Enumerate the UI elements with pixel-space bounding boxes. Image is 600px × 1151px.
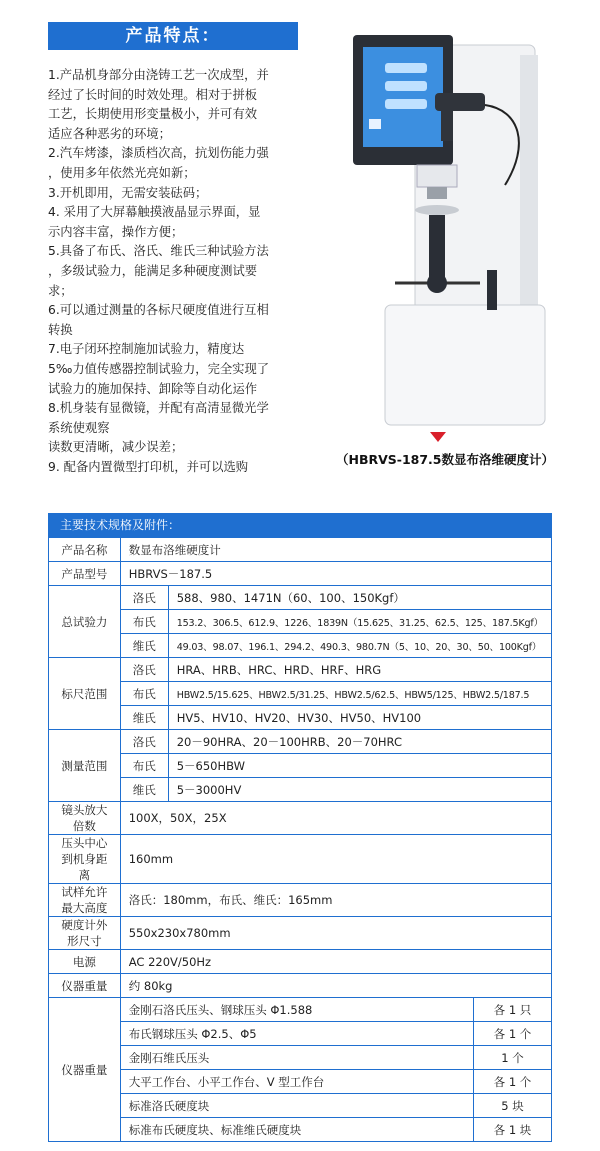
table-row	[49, 1022, 552, 1046]
row-sublabel: 布氏	[120, 754, 168, 778]
feature-line: 示内容丰富，操作方便；	[48, 224, 184, 239]
row-label: 仪器重量	[49, 974, 121, 998]
feature-line: 转换	[48, 322, 73, 337]
feature-line: 2.汽车烤漆，漆质档次高，抗划伤能力强	[48, 146, 269, 161]
row-sublabel: 维氏	[120, 634, 168, 658]
row-label: 电源	[49, 950, 121, 974]
arrow-down-icon	[430, 432, 446, 442]
feature-line: 1.产品机身部分由浇铸工艺一次成型，并	[48, 68, 269, 82]
spec-title: 主要技术规格及附件：	[48, 513, 552, 537]
row-value: HBW2.5/15.625、HBW2.5/31.25、HBW2.5/62.5、HBW5/125、HBW2.5/187.5	[168, 682, 551, 706]
table-row	[49, 658, 552, 682]
feature-line: 系统使观察	[48, 420, 110, 435]
table-row	[49, 802, 552, 835]
feature-line: ，使用多年依然光亮如新；	[48, 165, 196, 180]
table-row	[49, 835, 552, 884]
feature-line: 试验力的施加保持、卸除等自动化运作	[48, 381, 258, 396]
table-row	[49, 538, 552, 562]
product-caption: （HBRVS-187.5数显布洛维硬度计）	[335, 452, 555, 467]
table-row	[49, 950, 552, 974]
row-sublabel: 维氏	[120, 706, 168, 730]
accessory-qty: 各 1 块	[474, 1118, 552, 1142]
accessory-qty: 5 块	[474, 1094, 552, 1118]
row-sublabel: 布氏	[120, 610, 168, 634]
row-label: 测量范围	[49, 730, 121, 802]
accessory-name: 金刚石洛氏压头、钢球压头 Φ1.588	[120, 998, 473, 1022]
accessory-qty: 1 个	[474, 1046, 552, 1070]
table-row	[49, 610, 552, 634]
accessory-name: 金刚石维氏压头	[120, 1046, 473, 1070]
row-value: HRA、HRB、HRC、HRD、HRF、HRG	[168, 658, 551, 682]
feature-line: ，多级试验力，能满足多种硬度测试要	[48, 263, 258, 278]
accessory-qty: 各 1 个	[474, 1022, 552, 1046]
row-value: HV5、HV10、HV20、HV30、HV50、HV100	[168, 706, 551, 730]
row-value: 49.03、98.07、196.1、294.2、490.3、980.7N（5、10、20、30、50、100Kgf）	[168, 634, 551, 658]
row-value: 153.2、306.5、612.9、1226、1839N（15.625、31.25、62.5、125、187.5Kgf）	[168, 610, 551, 634]
table-row	[49, 917, 552, 950]
table-row	[49, 706, 552, 730]
feature-line: 5‰力值传感器控制试验力，完全实现了	[48, 361, 270, 376]
row-value: 洛氏：180mm，布氏、维氏：165mm	[120, 884, 551, 917]
feature-line: 5.具备了布氏、洛氏、维氏三种试验方法	[48, 244, 269, 259]
accessory-name: 大平工作台、小平工作台、V 型工作台	[120, 1070, 473, 1094]
table-row	[49, 974, 552, 998]
table-row	[49, 998, 552, 1022]
row-sublabel: 维氏	[120, 778, 168, 802]
feature-line: 7.电子闭环控制施加试验力，精度达	[48, 342, 245, 357]
table-row	[49, 884, 552, 917]
accessory-name: 布氏钢球压头 Φ2.5、Φ5	[120, 1022, 473, 1046]
spec-table	[48, 537, 552, 1142]
row-sublabel: 布氏	[120, 682, 168, 706]
feature-line: 工艺，长期使用形变量极小，并可有效	[48, 107, 258, 122]
table-row	[49, 778, 552, 802]
row-label: 总试验力	[49, 586, 121, 658]
table-row	[49, 730, 552, 754]
row-label: 产品型号	[49, 562, 121, 586]
row-value: 588、980、1471N（60、100、150Kgf）	[168, 586, 551, 610]
table-row	[49, 1046, 552, 1070]
row-sublabel: 洛氏	[120, 586, 168, 610]
row-label: 仪器重量	[49, 998, 121, 1142]
feature-line: 4. 采用了大屏幕触摸液晶显示界面，显	[48, 205, 261, 220]
row-value: 100X，50X，25X	[120, 802, 551, 835]
table-row	[49, 634, 552, 658]
feature-line: 适应各种恶劣的环境；	[48, 126, 171, 141]
row-sublabel: 洛氏	[120, 658, 168, 682]
feature-line: 8.机身装有显微镜，并配有高清显微光学	[48, 401, 269, 416]
feature-line: 求；	[48, 283, 73, 298]
row-label: 压头中心到机身距离	[49, 835, 121, 884]
accessory-qty: 各 1 只	[474, 998, 552, 1022]
row-label: 硬度计外形尺寸	[49, 917, 121, 950]
row-value: 550x230x780mm	[120, 917, 551, 950]
row-value: 5－3000HV	[168, 778, 551, 802]
row-value: 20－90HRA、20－100HRB、20－70HRC	[168, 730, 551, 754]
accessory-qty: 各 1 个	[474, 1070, 552, 1094]
row-value: 数显布洛维硬度计	[120, 538, 551, 562]
accessory-name: 标准洛氏硬度块	[120, 1094, 473, 1118]
feature-list	[48, 66, 313, 477]
row-value: HBRVS－187.5	[120, 562, 551, 586]
row-label: 标尺范围	[49, 658, 121, 730]
table-row	[49, 1094, 552, 1118]
row-label: 产品名称	[49, 538, 121, 562]
feature-line: 9. 配备内置微型打印机，并可以选购	[48, 459, 249, 474]
row-label: 镜头放大倍数	[49, 802, 121, 835]
feature-line: 读数更清晰，减少误差；	[48, 440, 184, 455]
table-row	[49, 1070, 552, 1094]
table-row	[49, 1118, 552, 1142]
table-row	[49, 682, 552, 706]
row-label: 试样允许最大高度	[49, 884, 121, 917]
row-value: AC 220V/50Hz	[120, 950, 551, 974]
row-value: 160mm	[120, 835, 551, 884]
feature-line: 经过了长时间的时效处理。相对于拼板	[48, 87, 258, 102]
feature-line: 6.可以通过测量的各标尺硬度值进行互相	[48, 303, 269, 318]
features-banner: 产品特点：	[48, 22, 298, 50]
accessory-name: 标准布氏硬度块、标准维氏硬度块	[120, 1118, 473, 1142]
hardness-tester-image	[345, 15, 560, 435]
row-value: 约 80kg	[120, 974, 551, 998]
row-value: 5－650HBW	[168, 754, 551, 778]
row-sublabel: 洛氏	[120, 730, 168, 754]
table-row	[49, 562, 552, 586]
table-row	[49, 586, 552, 610]
table-row	[49, 754, 552, 778]
feature-line: 3.开机即用，无需安装砝码；	[48, 185, 208, 200]
